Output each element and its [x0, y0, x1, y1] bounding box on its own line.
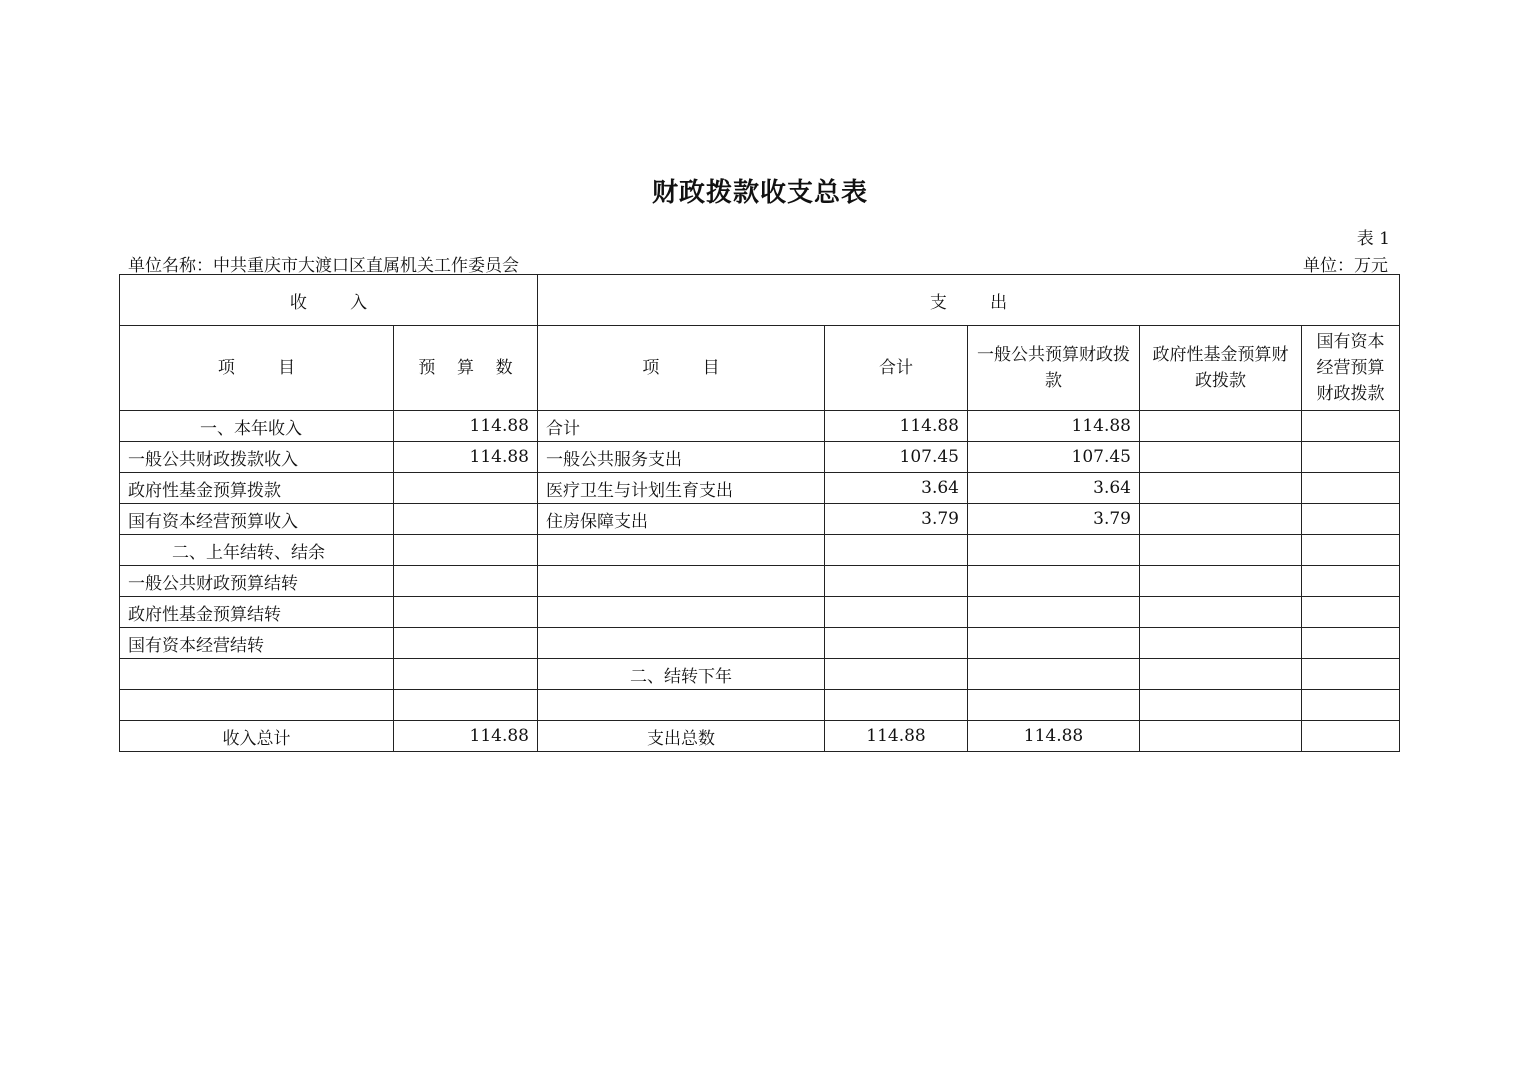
table-row: [120, 659, 1400, 690]
general-sum-value: 114.88: [968, 721, 1140, 752]
table-row: [120, 597, 1400, 628]
general-value: [968, 659, 1140, 690]
unit-name: 单位名称：中共重庆市大渡口区直属机关工作委员会: [128, 256, 519, 276]
fund-value: [1140, 566, 1302, 597]
fund-value: [1140, 473, 1302, 504]
total-value: [825, 597, 968, 628]
income-header: 收 入: [120, 275, 538, 326]
total-value: 107.45: [825, 442, 968, 473]
general-value: 3.64: [968, 473, 1140, 504]
table-row: [120, 473, 1400, 504]
expense-item: 一般公共服务支出: [538, 442, 825, 473]
total-value: [825, 566, 968, 597]
budget-table: [119, 274, 1400, 752]
expense-total-label: 支出总数: [538, 721, 825, 752]
income-budget-header: 预 算 数: [394, 326, 538, 411]
fund-value: [1140, 442, 1302, 473]
income-value: 114.88: [394, 411, 538, 442]
income-item: 一般公共财政拨款收入: [120, 442, 394, 473]
state-value: [1302, 535, 1400, 566]
general-value: [968, 690, 1140, 721]
fund-value: [1140, 535, 1302, 566]
income-item: 二、上年结转、结余: [120, 535, 394, 566]
total-value: [825, 690, 968, 721]
table-row: [120, 504, 1400, 535]
income-item: [120, 659, 394, 690]
expense-item: 二、结转下年: [538, 659, 825, 690]
totals-row: [120, 721, 1400, 752]
general-value: 107.45: [968, 442, 1140, 473]
income-item: 政府性基金预算拨款: [120, 473, 394, 504]
total-value: [825, 628, 968, 659]
fund-value: [1140, 504, 1302, 535]
total-header: 合计: [825, 326, 968, 411]
income-item: 政府性基金预算结转: [120, 597, 394, 628]
fund-value: [1140, 628, 1302, 659]
state-value: [1302, 690, 1400, 721]
income-value: [394, 535, 538, 566]
general-value: 3.79: [968, 504, 1140, 535]
fund-value: [1140, 690, 1302, 721]
income-total-label: 收入总计: [120, 721, 394, 752]
expense-item: [538, 628, 825, 659]
general-value: [968, 535, 1140, 566]
income-value: [394, 566, 538, 597]
income-value: 114.88: [394, 442, 538, 473]
table-row: [120, 690, 1400, 721]
income-value: [394, 597, 538, 628]
expense-item: 医疗卫生与计划生育支出: [538, 473, 825, 504]
table-row: [120, 442, 1400, 473]
fund-sum-value: [1140, 721, 1302, 752]
state-capital-header: 国有资本经营预算财政拨款: [1302, 326, 1400, 411]
state-value: [1302, 473, 1400, 504]
expense-item: [538, 690, 825, 721]
income-total-value: 114.88: [394, 721, 538, 752]
table-row: [120, 411, 1400, 442]
total-value: [825, 659, 968, 690]
header-row-sub: [120, 326, 1400, 411]
income-item: [120, 690, 394, 721]
fund-value: [1140, 597, 1302, 628]
fund-budget-header: 政府性基金预算财政拨款: [1140, 326, 1302, 411]
income-value: [394, 628, 538, 659]
total-value: 114.88: [825, 411, 968, 442]
state-value: [1302, 504, 1400, 535]
income-value: [394, 690, 538, 721]
expense-item: 住房保障支出: [538, 504, 825, 535]
total-value: [825, 535, 968, 566]
fund-value: [1140, 411, 1302, 442]
state-value: [1302, 597, 1400, 628]
general-budget-header: 一般公共预算财政拨款: [968, 326, 1140, 411]
state-sum-value: [1302, 721, 1400, 752]
income-item: 一般公共财政预算结转: [120, 566, 394, 597]
expense-item: [538, 535, 825, 566]
total-value: 3.79: [825, 504, 968, 535]
state-value: [1302, 442, 1400, 473]
page-title: 财政拨款收支总表: [651, 178, 868, 208]
expense-item: 合计: [538, 411, 825, 442]
state-value: [1302, 411, 1400, 442]
total-value: 3.64: [825, 473, 968, 504]
income-item: 国有资本经营预算收入: [120, 504, 394, 535]
total-sum-value: 114.88: [825, 721, 968, 752]
table-number: 表 1: [1356, 229, 1390, 249]
income-value: [394, 504, 538, 535]
income-item: 一、本年收入: [120, 411, 394, 442]
income-value: [394, 659, 538, 690]
income-item-header: 项 目: [120, 326, 394, 411]
state-value: [1302, 566, 1400, 597]
expense-item-header: 项 目: [538, 326, 825, 411]
table-row: [120, 535, 1400, 566]
state-value: [1302, 628, 1400, 659]
income-value: [394, 473, 538, 504]
general-value: [968, 628, 1140, 659]
general-value: [968, 597, 1140, 628]
state-value: [1302, 659, 1400, 690]
general-value: [968, 566, 1140, 597]
currency-unit: 单位：万元: [1303, 256, 1388, 276]
expense-item: [538, 597, 825, 628]
expense-header: 支 出: [538, 275, 1400, 326]
income-item: 国有资本经营结转: [120, 628, 394, 659]
expense-item: [538, 566, 825, 597]
fund-value: [1140, 659, 1302, 690]
table-row: [120, 566, 1400, 597]
table-row: [120, 628, 1400, 659]
general-value: 114.88: [968, 411, 1140, 442]
header-row-top: [120, 275, 1400, 326]
